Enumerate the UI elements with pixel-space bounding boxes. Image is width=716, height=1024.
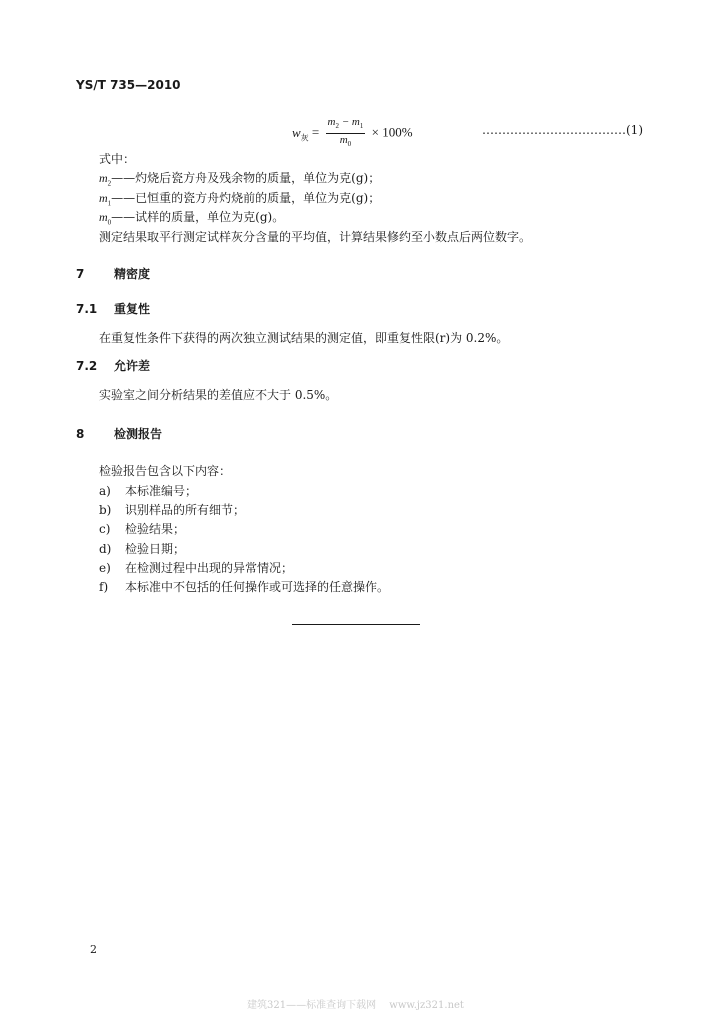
formula-multiplier: × 100% xyxy=(371,124,413,140)
list-item: d) 检验日期； xyxy=(99,542,186,556)
section-7-2-heading: 7.2 允许差 xyxy=(76,359,151,373)
end-of-document-rule xyxy=(292,624,420,625)
section-7-1-body: 在重复性条件下获得的两次独立测试结果的测定值，即重复性限(r)为 0.2%。 xyxy=(99,331,509,345)
website-watermark-footer: 建筑321——标准查询下载网 www.jz321.net xyxy=(247,1000,464,1011)
variable-definition-m1: $m_1——$已恒重的瓷方舟灼烧前的质量，单位为克(g)； xyxy=(99,191,381,208)
result-statement: 测定结果取平行测定试样灰分含量的平均值，计算结果修约至小数点后两位数字。 xyxy=(99,230,532,244)
section-7-heading: 7 精密度 xyxy=(76,267,151,281)
section-8-intro: 检验报告包含以下内容： xyxy=(99,464,232,478)
section-8-heading: 8 检测报告 xyxy=(76,427,163,441)
list-item: c) 检验结果； xyxy=(99,522,186,536)
formula-fraction xyxy=(326,116,366,151)
where-intro: 式中： xyxy=(99,152,136,166)
section-7-2-body: 实验室之间分析结果的差值应不大于 0.5%。 xyxy=(99,388,338,402)
formula-numerator: $m_2 - m_1$ xyxy=(326,116,366,134)
variable-definition-m0: $m_0——$试样的质量，单位为克(g)。 xyxy=(99,210,285,227)
list-item: b) 识别样品的所有细节； xyxy=(99,503,246,517)
list-item: e) 在检测过程中出现的异常情况； xyxy=(99,561,294,575)
formula-lhs: $w_灰$ xyxy=(292,124,309,143)
list-item: a) 本标准编号； xyxy=(99,484,198,498)
section-7-1-heading: 7.1 重复性 xyxy=(76,302,151,316)
formula-denominator: $m_0$ xyxy=(339,134,352,149)
equation-number: ………………………………(1) xyxy=(482,123,643,137)
variable-definition-m2: $m_2——$灼烧后瓷方舟及残余物的质量，单位为克(g)； xyxy=(99,171,381,188)
ash-content-formula xyxy=(292,116,413,151)
list-item: f) 本标准中不包括的任何操作或可选择的任意操作。 xyxy=(99,580,390,594)
page-number: 2 xyxy=(90,943,97,956)
document-code-header: YS/T 735—2010 xyxy=(76,78,181,92)
formula-equals: = xyxy=(311,124,320,140)
